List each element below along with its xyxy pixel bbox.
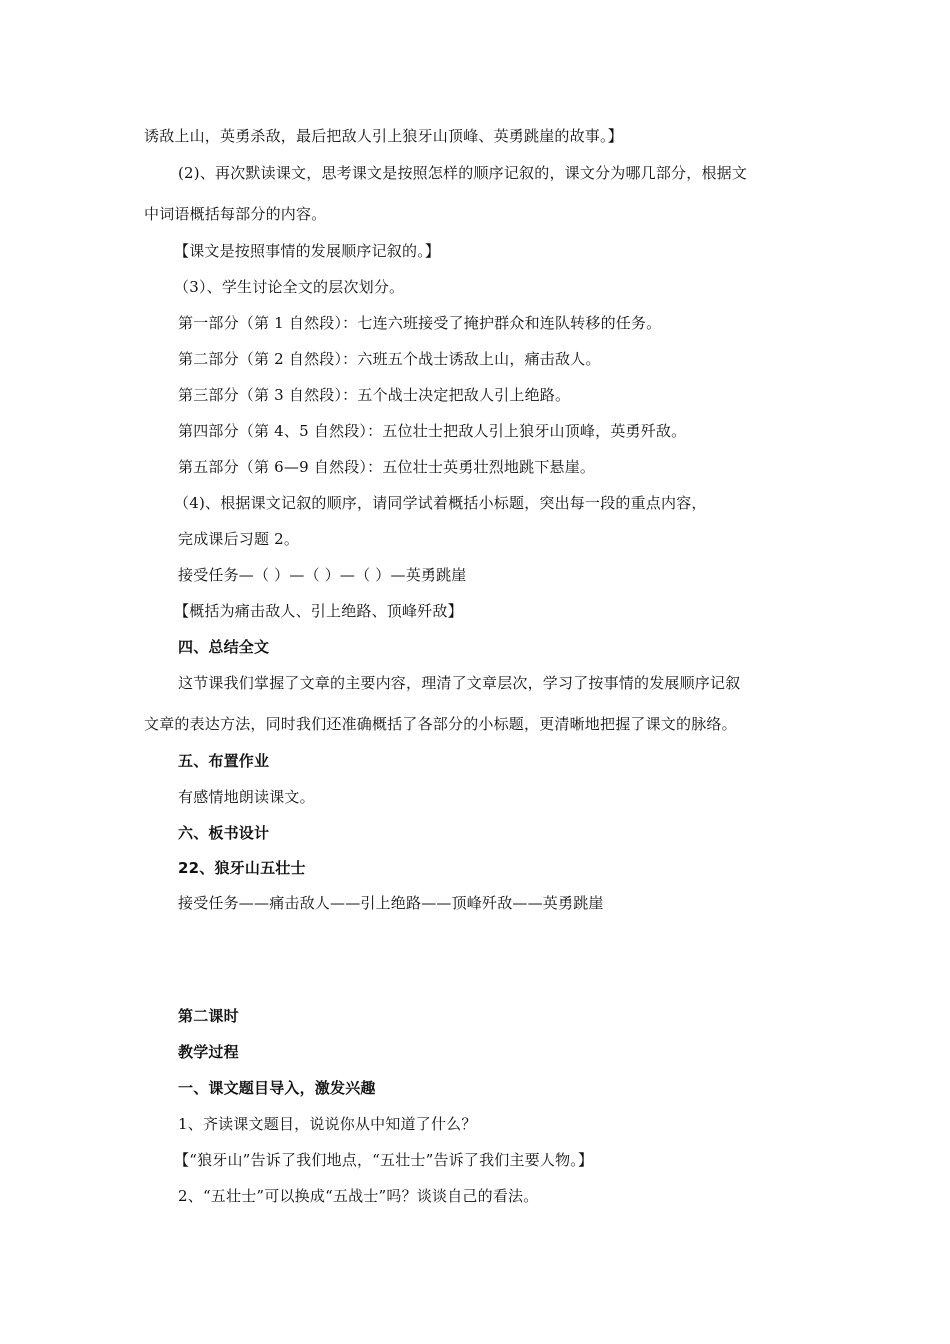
paragraph-line: 有感情地朗读课文。 — [178, 788, 315, 806]
paragraph-line: 第一部分（第 1 自然段）：七连六班接受了掩护群众和连队转移的任务。 — [178, 314, 662, 332]
section-heading: 第二课时 — [178, 1007, 239, 1025]
paragraph-line: 第三部分（第 3 自然段）：五个战士决定把敌人引上绝路。 — [178, 386, 571, 404]
paragraph-line: 接受任务——痛击敌人——引上绝路——顶峰歼敌——英勇跳崖 — [178, 894, 604, 912]
paragraph-line: 接受任务—（ ）—（ ）—（ ）—英勇跳崖 — [178, 566, 467, 584]
paragraph-line: 【课文是按照事情的发展顺序记叙的。】 — [174, 242, 441, 260]
paragraph-line: 【概括为痛击敌人、引上绝路、顶峰歼敌】 — [174, 602, 463, 620]
section-heading: 六、板书设计 — [178, 824, 270, 842]
lesson-title: 22、狼牙山五壮士 — [178, 859, 306, 877]
section-heading: 四、总结全文 — [178, 638, 270, 656]
section-heading: 五、布置作业 — [178, 752, 270, 770]
paragraph-line: 中词语概括每部分的内容。 — [144, 205, 327, 223]
paragraph-line: 这节课我们掌握了文章的主要内容，理清了文章层次，学习了按事情的发展顺序记叙 — [178, 674, 741, 692]
paragraph-line: 第二部分（第 2 自然段）：六班五个战士诱敌上山，痛击敌人。 — [178, 350, 601, 368]
section-heading: 教学过程 — [178, 1043, 239, 1061]
paragraph-line: （3）、学生讨论全文的层次划分。 — [174, 278, 405, 296]
section-heading: 一、课文题目导入，激发兴趣 — [178, 1079, 376, 1097]
paragraph-line: 诱敌上山，英勇杀敌，最后把敌人引上狼牙山顶峰、英勇跳崖的故事。】 — [144, 127, 623, 145]
paragraph-line: 2、“五壮士”可以换成“五战士”吗？谈谈自己的看法。 — [178, 1187, 539, 1205]
paragraph-line: (2)、再次默读课文，思考课文是按照怎样的顺序记叙的，课文分为哪几部分，根据文 — [178, 164, 748, 182]
paragraph-line: 1、齐读课文题目，说说你从中知道了什么？ — [178, 1115, 477, 1133]
paragraph-line: 完成课后习题 2。 — [178, 530, 300, 548]
paragraph-line: 第五部分（第 6—9 自然段）：五位壮士英勇壮烈地跳下悬崖。 — [178, 458, 596, 476]
paragraph-line: 【“狼牙山”告诉了我们地点，“五壮士”告诉了我们主要人物。】 — [174, 1151, 594, 1169]
paragraph-line: 文章的表达方法，同时我们还准确概括了各部分的小标题，更清晰地把握了课文的脉络。 — [144, 715, 737, 733]
paragraph-line: 第四部分（第 4、5 自然段）：五位壮士把敌人引上狼牙山顶峰，英勇歼敌。 — [178, 422, 687, 440]
paragraph-line: （4)、根据课文记叙的顺序，请同学试着概括小标题，突出每一段的重点内容， — [174, 494, 707, 512]
